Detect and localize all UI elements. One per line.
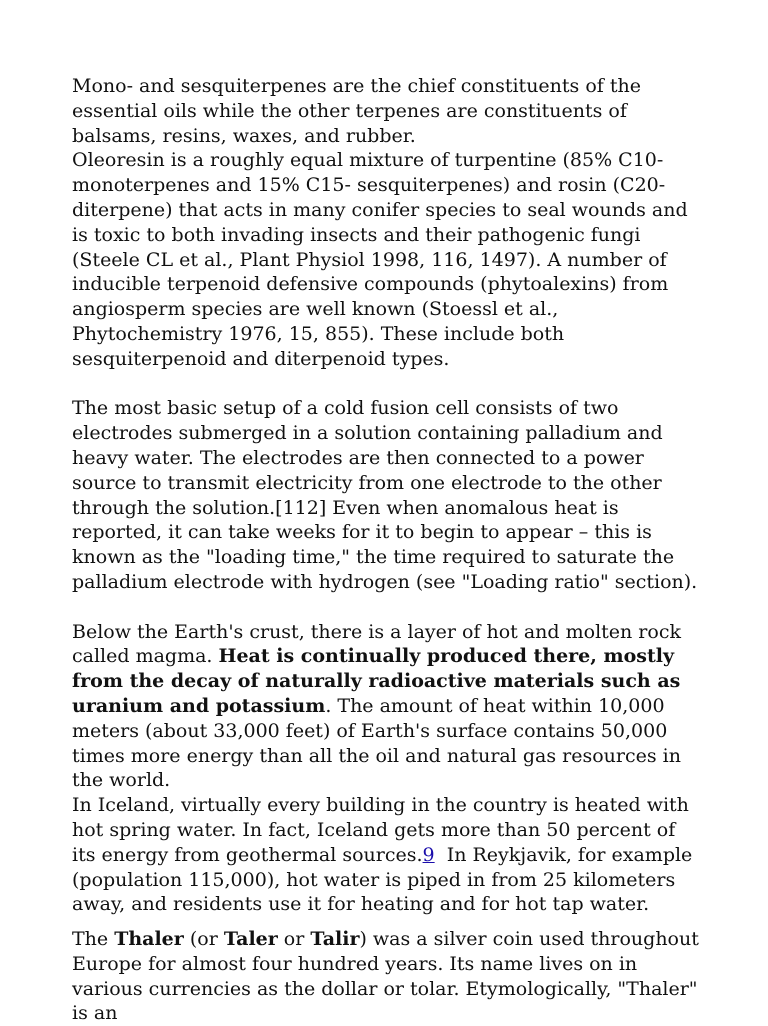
taler-term: Taler xyxy=(223,928,278,951)
terpenes-paragraph-2: Oleoresin is a roughly equal mixture of turpentine (85% C10-monoterpenes and 15% C15- sesquiterpenes) and rosin (C20-diterpene) that acts in many conifer species to seal wounds and is toxic to both invading insects and their pathogenic fungi (Steele CL et al., Plant Physiol 1998, 116, 1497). A number of inducible terpenoid defensive compounds (phytoalexins) from angiosperm species are well known (Stoessl et al., Phytochemistry 1976, 15, 855). These include both sesquiterpenoid and diterpenoid types. xyxy=(72,149,688,370)
geothermal-paragraph-1 xyxy=(72,620,702,794)
thaler-paragraph xyxy=(72,927,702,1026)
thaler-term: Thaler xyxy=(114,928,184,951)
paragraph-gap-small xyxy=(72,917,702,927)
thaler-text: or xyxy=(277,928,311,951)
thaler-text: The xyxy=(72,928,115,951)
geothermal-paragraph-2 xyxy=(72,793,702,917)
document-body xyxy=(72,74,702,1026)
talir-term: Talir xyxy=(310,928,360,951)
paragraph-gap xyxy=(72,372,702,397)
geothermal-text-start: Below the Earth's crust, there is a layer of hot and molten rock called magma. xyxy=(72,620,681,668)
thaler-text: ) was a silver coin used throughout Europe for almost four hundred years. Its name lives on in various currencies as the dollar or tolar. Etymologically, "Thaler" is an xyxy=(72,928,699,1025)
cold-fusion-paragraph: The most basic setup of a cold fusion cell consists of two electrodes submerged in a solution containing palladium and heavy water. The electrodes are then connected to a power source to transmit electricity from one electrode to the other through the solution.[112] Even when anomalous heat is reported, it can take weeks for it to begin to appear – this is known as the "loading time," the time required to saturate the palladium electrode with hydrogen (see "Loading ratio" section). xyxy=(72,397,698,593)
terpenes-paragraph-1: Mono- and sesquiterpenes are the chief constituents of the essential oils while the other terpenes are constituents of balsams, resins, waxes, and rubber. xyxy=(72,75,641,147)
footnote-link[interactable]: 9 xyxy=(422,843,435,866)
thaler-text: (or xyxy=(183,928,224,951)
iceland-text-end: In Reykjavik, for example (population 115,000), hot water is piped in from 25 kilometers away, and residents use it for heating and for hot tap water. xyxy=(72,843,699,916)
geothermal-bold-text: Heat is continually produced there, mostly from the decay of naturally radioactive materials such as uranium and potassium xyxy=(72,645,681,717)
iceland-text-start: In Iceland, virtually every building in the country is heated with hot spring water. In fact, Iceland gets more than 50 percent of its energy from geothermal sources. xyxy=(72,794,689,866)
paragraph-gap xyxy=(72,595,702,620)
geothermal-text-end: . The amount of heat within 10,000 meters (about 33,000 feet) of Earth's surface contains 50,000 times more energy than all the oil and natural gas resources in the world. xyxy=(72,694,681,792)
